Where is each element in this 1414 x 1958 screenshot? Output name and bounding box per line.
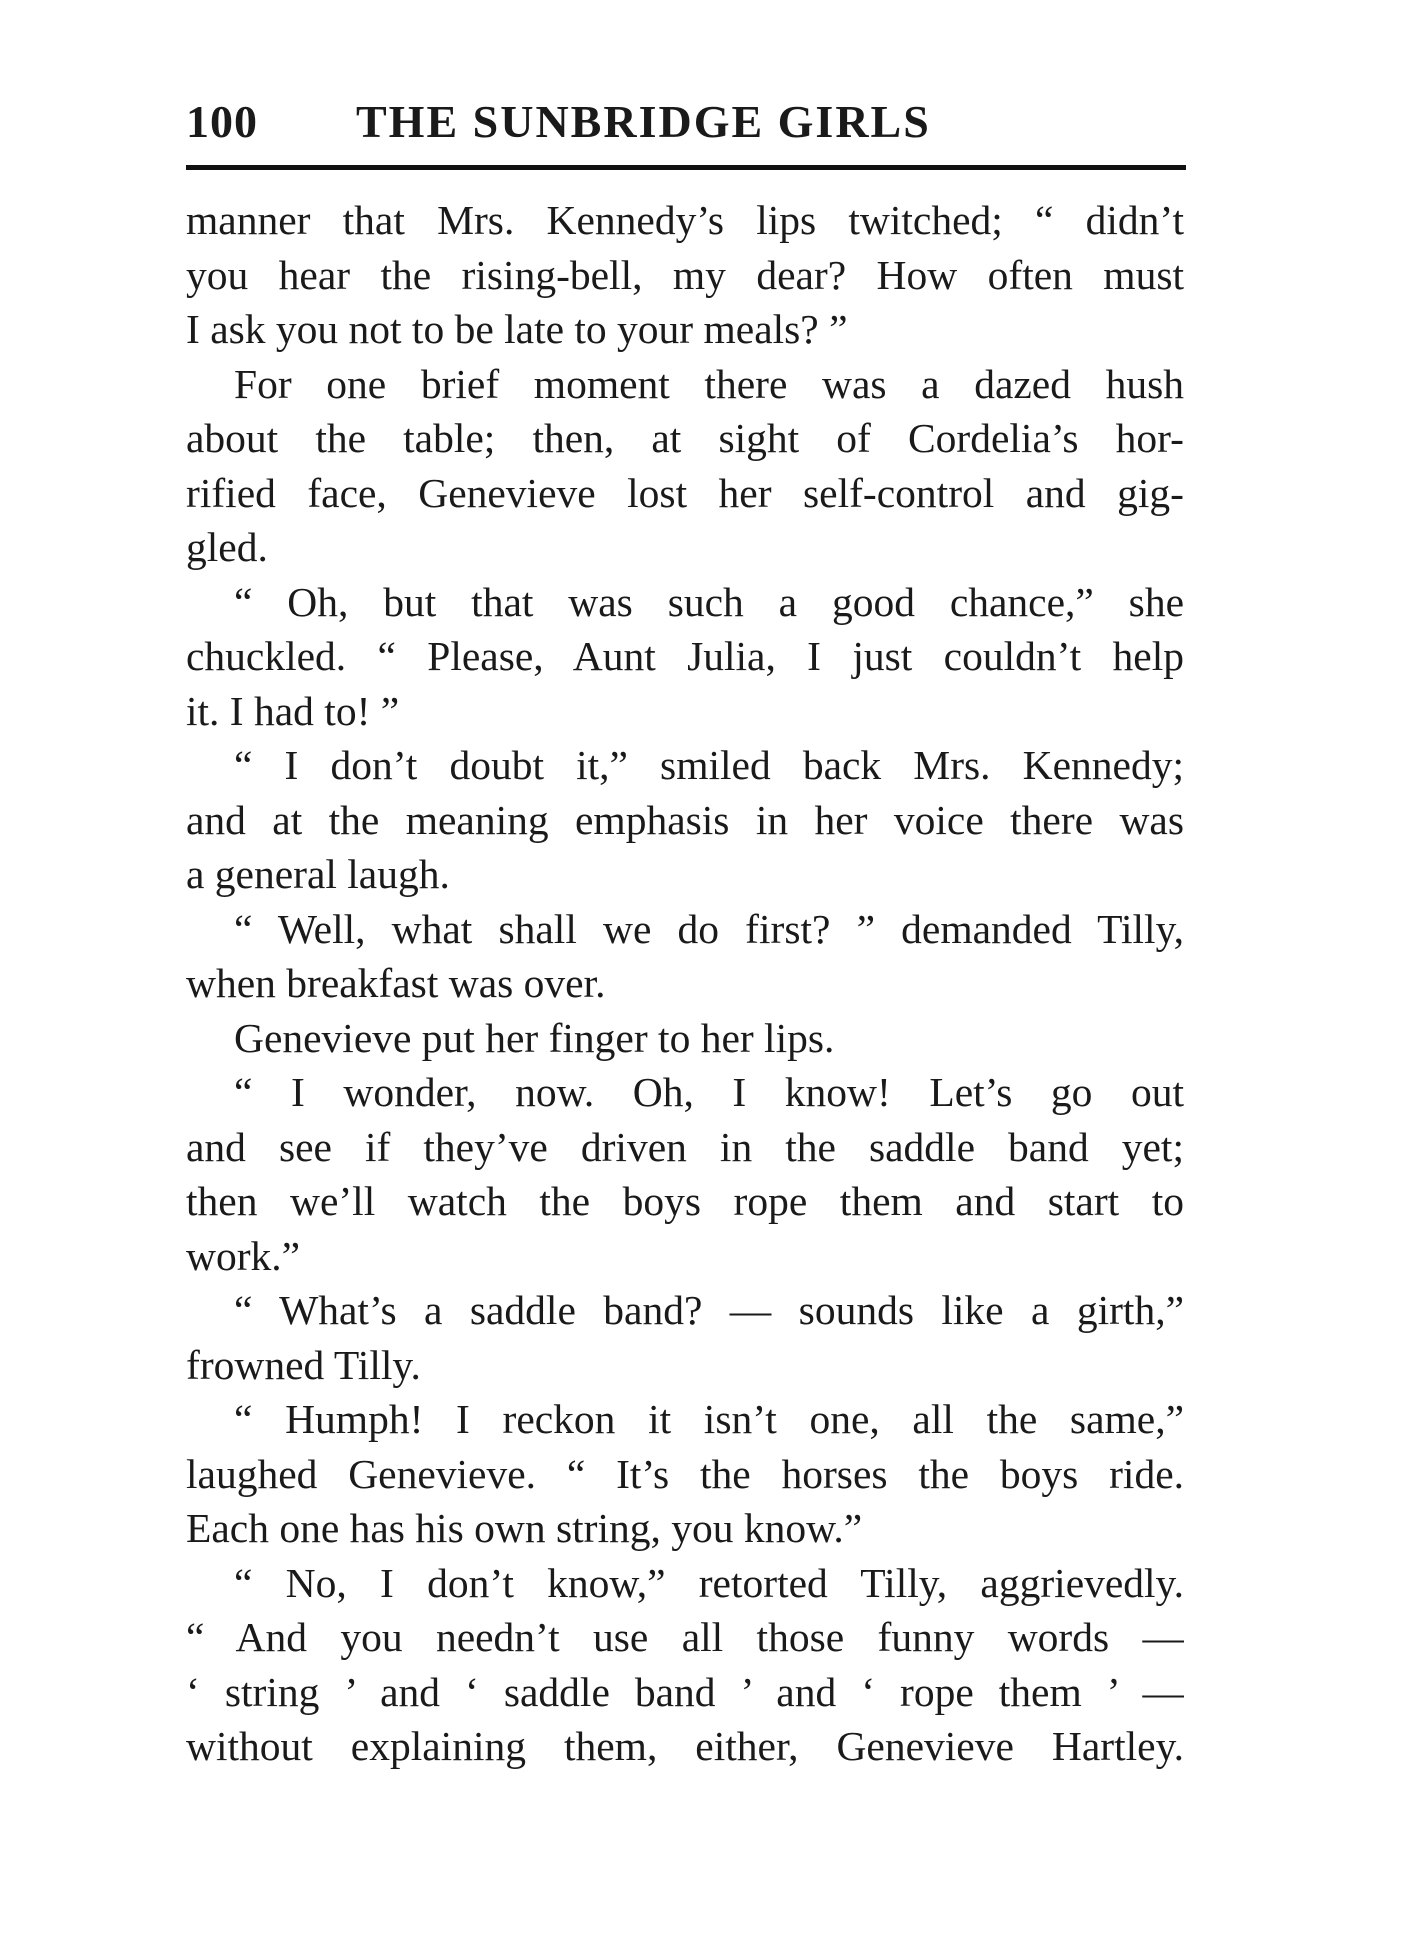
text-line: work.” [186, 1232, 301, 1279]
text-line: and at the meaning emphasis in her voice there was [186, 796, 1184, 843]
text-line: “ And you needn’t use all those funny words — [186, 1614, 1184, 1660]
text-line: a general laugh. [186, 851, 450, 897]
text-line: rified face, Genevieve lost her self-control and gig- [186, 469, 1184, 516]
text-line: “ No, I don’t know,” retorted Tilly, aggrievedly. [234, 1559, 1184, 1606]
text-line: “ Well, what shall we do first? ” demanded Tilly, [234, 905, 1184, 952]
text-line: then we’ll watch the boys rope them and start to [186, 1178, 1184, 1224]
text-line: you hear the rising-bell, my dear? How often must [186, 251, 1184, 298]
text-line: about the table; then, at sight of Cordelia’s hor- [186, 415, 1184, 461]
body-text [186, 193, 1184, 1774]
text-line: “ I don’t doubt it,” smiled back Mrs. Kennedy; [234, 742, 1184, 788]
text-line: laughed Genevieve. “ It’s the horses the boys ride. [186, 1450, 1184, 1497]
text-line: “ Oh, but that was such a good chance,” she [234, 578, 1184, 625]
text-line: ‘ string ’ and ‘ saddle band ’ and ‘ rope them ’ — [186, 1668, 1184, 1715]
running-title: THE SUNBRIDGE GIRLS [356, 96, 931, 147]
header-rule [186, 165, 1186, 170]
text-line: Genevieve put her finger to her lips. [234, 1014, 835, 1061]
text-line: frowned Tilly. [186, 1341, 421, 1388]
page-number: 100 [186, 96, 258, 147]
text-line: when breakfast was over. [186, 960, 606, 1006]
text-line: “ I wonder, now. Oh, I know! Let’s go out [234, 1069, 1184, 1115]
text-line: it. I had to! ” [186, 687, 400, 734]
text-line: chuckled. “ Please, Aunt Julia, I just couldn’t help [186, 633, 1184, 679]
text-line: and see if they’ve driven in the saddle band yet; [186, 1123, 1184, 1170]
text-line: gled. [186, 524, 268, 570]
text-line: For one brief moment there was a dazed hush [234, 360, 1184, 407]
text-line: “ What’s a saddle band? — sounds like a girth,” [234, 1287, 1184, 1333]
text-line: Each one has his own string, you know.” [186, 1505, 863, 1551]
text-line: without explaining them, either, Genevieve Hartley. [186, 1723, 1184, 1769]
text-line: I ask you not to be late to your meals? ” [186, 306, 848, 352]
running-head [186, 92, 1184, 152]
text-line: manner that Mrs. Kennedy’s lips twitched; “ didn’t [186, 197, 1184, 243]
text-line: “ Humph! I reckon it isn’t one, all the same,” [234, 1396, 1184, 1442]
